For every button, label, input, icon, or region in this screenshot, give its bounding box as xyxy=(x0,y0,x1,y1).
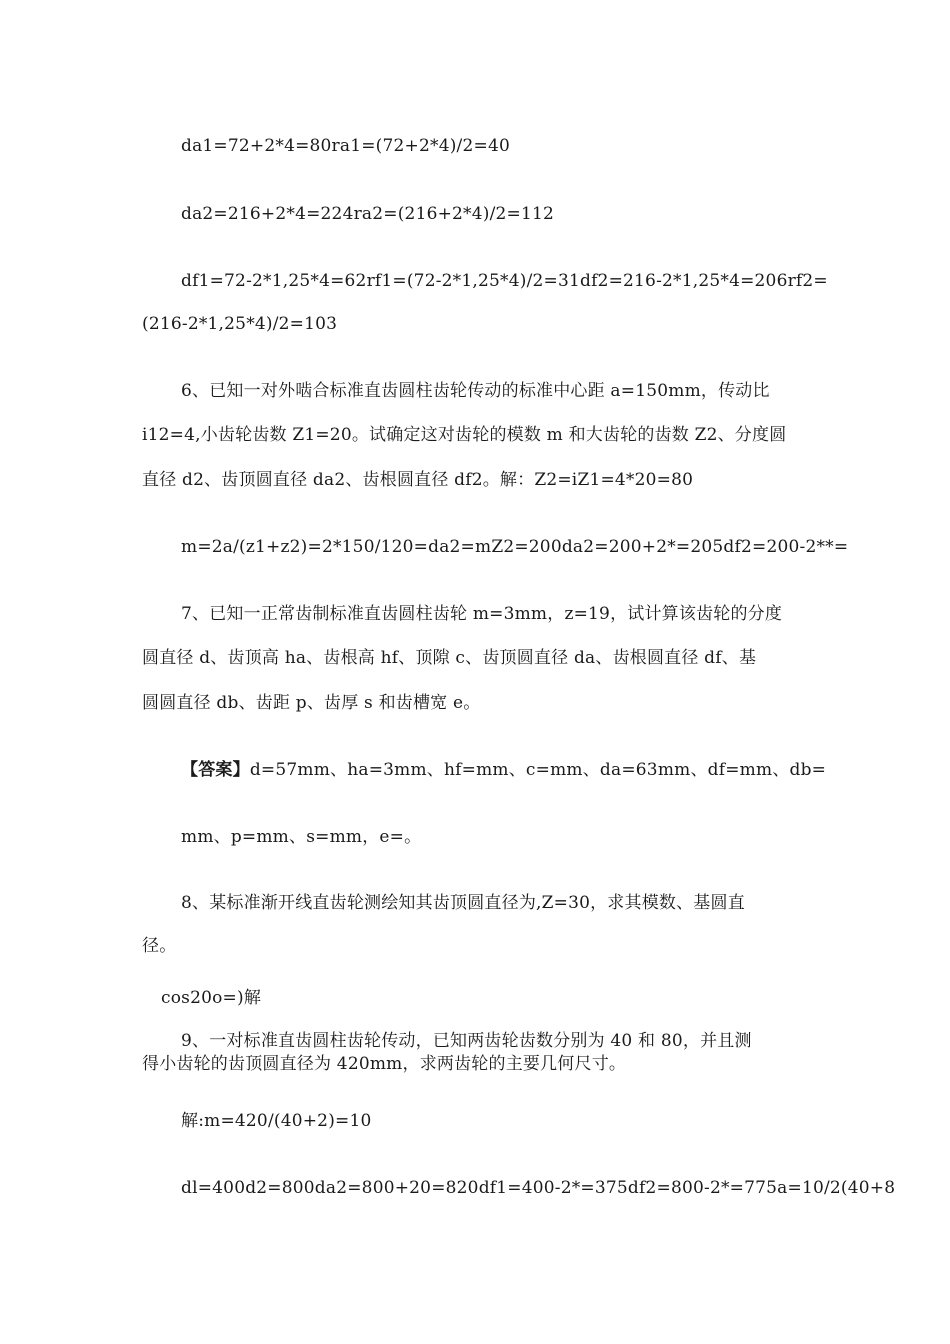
problem-8-line2: 径。 xyxy=(142,936,177,956)
problem-7-line2: 圆直径 d、齿顶高 ha、齿根高 hf、顶隙 c、齿顶圆直径 da、齿根圆直径 df、基 xyxy=(142,648,757,668)
problem-8-cos-note: cos20o=)解 xyxy=(161,988,262,1008)
problem-7-answer-line2: mm、p=mm、s=mm，e=。 xyxy=(181,827,422,847)
formula-df1-line2: (216-2*1,25*4)/2=103 xyxy=(142,314,338,334)
problem-7-answer-line1 xyxy=(181,759,826,781)
problem-9-line1: 9、一对标准直齿圆柱齿轮传动，已知两齿轮齿数分别为 40 和 80，并且测 xyxy=(181,1031,752,1051)
formula-da2: da2=216+2*4=224ra2=(216+2*4)/2=112 xyxy=(181,204,555,224)
problem-8-line1: 8、某标准渐开线直齿轮测绘知其齿顶圆直径为,Z=30，求其模数、基圆直 xyxy=(181,893,745,913)
problem-9-line2: 得小齿轮的齿顶圆直径为 420mm，求两齿轮的主要几何尺寸。 xyxy=(142,1054,627,1074)
problem-6-line1: 6、已知一对外啮合标准直齿圆柱齿轮传动的标准中心距 a=150mm，传动比 xyxy=(181,381,770,401)
problem-7-line3: 圆圆直径 db、齿距 p、齿厚 s 和齿槽宽 e。 xyxy=(142,693,481,713)
problem-6-solution: m=2a/(z1+z2)=2*150/120=da2=mZ2=200da2=200+2*=205df2=200-2**= xyxy=(181,537,849,557)
problem-6-line2: i12=4,小齿轮齿数 Z1=20。试确定这对齿轮的模数 m 和大齿轮的齿数 Z2、分度圆 xyxy=(142,425,787,445)
formula-df1-line1: df1=72-2*1,25*4=62rf1=(72-2*1,25*4)/2=31df2=216-2*1,25*4=206rf2= xyxy=(181,271,828,291)
problem-9-solution-dims: dl=400d2=800da2=800+20=820df1=400-2*=375df2=800-2*=775a=10/2(40+8 xyxy=(181,1178,896,1198)
answer-values: d=57mm、ha=3mm、hf=mm、c=mm、da=63mm、df=mm、db= xyxy=(249,760,827,780)
problem-7-line1: 7、已知一正常齿制标准直齿圆柱齿轮 m=3mm，z=19，试计算该齿轮的分度 xyxy=(181,604,783,624)
formula-da1: da1=72+2*4=80ra1=(72+2*4)/2=40 xyxy=(181,136,510,156)
answer-label: 【答案】 xyxy=(181,760,250,780)
problem-6-line3: 直径 d2、齿顶圆直径 da2、齿根圆直径 df2。解：Z2=iZ1=4*20=80 xyxy=(142,470,694,490)
problem-9-solution-m: 解:m=420/(40+2)=10 xyxy=(181,1111,372,1131)
